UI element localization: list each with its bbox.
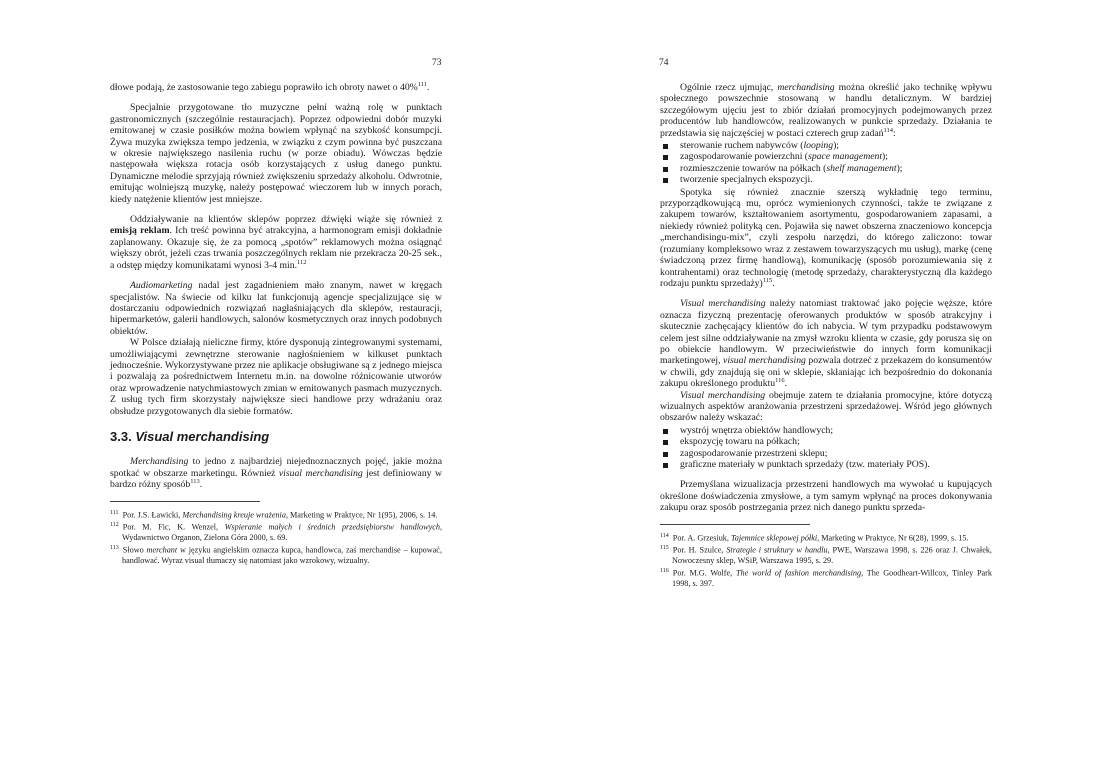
footnote: $^{111}$ Por. J.S. Ławicki, Merchandising kreuje wrażenia, Marketing w Praktyce, Nr 1(95), 2006, s. 14. [110, 509, 438, 520]
footnote: $^{116}$ Por. M.G. Wolfe, The world of fashion merchandising, The Goodheart-Willcox, Tinley Park 1998, s. 397. [660, 568, 992, 588]
footnote: $^{114}$ Por. A. Grzesiuk, Tajemnice sklepowej półki, Marketing w Praktyce, Nr 6(28), 1999, s. 15. [660, 532, 969, 543]
paragraph: Visual merchandising należy natomiast traktować jako pojęcie węższe, które oznacza fizyczną prezentację oferowanych produktów w sposób atrakcyjny i skutecznie zachęcający klientów do ich nabycia. W tym przypadku podstawowym celem jest silne oddziaływanie na zmysł wzroku klienta w czasie, gdy porusza się on po obiekcie handlowym. W przeciwieństwie do innych form komunikacji marketingowej, visual merchandising pozwala dotrzeć z przekazem do konsumentów w chwili, gdy znajdują się oni w sklepie, skłaniając ich bezpośrednio do dokonania zakupu określonego produktu$^{116}$. [660, 298, 992, 390]
list-item: graficzne materiały w punktach sprzedaży (tzw. materiały POS). [660, 459, 992, 470]
list-item: rozmieszczenie towarów na półkach (shelf management); [660, 163, 992, 174]
footnote: $^{115}$ Por. H. Szulce, Strategie i struktury w handlu, PWE, Warszawa 1998, s. 226 oraz J. Chwałek, Nowoczesny sklep, WSiP, Warszawa 1995, s. 29. [660, 545, 992, 566]
list-item: zagospodarowanie przestrzeni sklepu; [660, 448, 992, 459]
list-item: ekspozycję towaru na półkach; [660, 436, 992, 447]
list-item: wystrój wnętrza obiektów handlowych; [660, 425, 992, 436]
footnote: $^{113}$ Słowo merchant w języku angielskim oznacza kupca, handlowca, zaś merchandise – kupować, handlować. Wyraz visual tłumaczy się natomiast jako wzrokowy, wizualny. [110, 545, 442, 565]
paragraph: Specjalnie przygotowane tło muzyczne pełni ważną rolę w punktach gastronomicznych (szczególnie restauracjach). Poprzez odpowiedni dobór muzyki emitowanej w czasie posiłków można bowiem wpłynąć na szybkość konsumpcji. Żywa muzyka zwiększa tempo jedzenia, w związku z czym powinna być puszczana w okresie największego nasilenia ruchu (w porze obiadu). Wówczas będzie następowała większa rotacja osób korzystających z usług danego punktu. Dynamiczne melodie sprzyjają również zwiększeniu sprzedaży alkoholu. Odwrotnie, emitując wolniejszą muzykę, należy postępować wieczorem lub w innych porach, kiedy natężenie klientów jest mniejsze. [110, 102, 442, 205]
paragraph: Visual merchandising obejmuje zatem te działania promocyjne, które dotyczą wizualnych aspektów aranżowania przestrzeni sprzedażowej. Wśród jego głównych obszarów należy wskazać: [660, 389, 992, 424]
section-heading: 3.3. Visual merchandising [110, 428, 270, 444]
right-column [660, 82, 992, 589]
paragraph: Przemyślana wizualizacja przestrzeni handlowych ma wywołać u kupujących określone doświadczenia zmysłowe, a tym samym wpłynąć na proces dokonywania zakupu oraz sposób postrzegania przez nich danego punktu sprzeda- [660, 479, 992, 514]
paragraph: dłowe podają, że zastosowanie tego zabiegu poprawiło ich obroty nawet o 40%$^{111}$. [110, 80, 430, 93]
paragraph: Spotyka się również znacznie szerszą wykładnię tego terminu, przyporządkowującą mu, oprócz wymienionych czynności, także te związane z zakupem towarów, kształtowaniem asortymentu, gospodarowaniem zapasami, a niekiedy również polityką cen. Pojawiła się nawet obszerna znaczeniowo koncepcja „merchandisingu-mix”, czyli zespołu narzędzi, do którego zaliczono: towar (rozumiany kompleksowo wraz z zestawem towarzyszących mu usług), markę (cenę świadczoną przez firmę handlową), komunikację (sposób porozumiewania się z kontrahentami) oraz technologię (metodę sprzedaży, charakterystyczną dla każdego rodzaju punktu sprzedaży)$^{115}$. [660, 186, 992, 289]
right-page [550, 0, 1100, 778]
paragraph: W Polsce działają nieliczne firmy, które dysponują zintegrowanymi systemami, umożliwiającymi zewnętrzne sterowanie nagłośnieniem w kilkuset punktach jednocześnie. Wykorzystywane przez nie aplikacje obsługiwane są z jednego miejsca i pozwalają za pośrednictwem Internetu m.in. na dowolne różnicowanie utworów oraz wprowadzenie natychmiastowych zmian w emitowanych pasmach muzycznych. Z usług tych firm skorzystały największe sieci handlowe przy wdrażaniu oraz obsłudze przygotowanych dla siebie formatów. [110, 337, 442, 417]
footnote: $^{112}$ Por. M. Fic, K. Wenzel, Wspieranie małych i średnich przedsiębiorstw handlowych, Wydawnictwo Organon, Zielona Góra 2000, s. 69. [110, 522, 442, 543]
page-number: 74 [659, 58, 669, 68]
footnote-rule [110, 501, 260, 502]
paragraph: Ogólnie rzecz ujmując, merchandising można określić jako technikę wpływu społecznego powszechnie stosowaną w handlu detalicznym. W bardziej szczegółowym ujęciu jest to zbiór działań promocyjnych podejmowanych przez producentów lub handlowców, realizowanych w punkcie sprzedaży. Działania te przedstawia się najczęściej w postaci czterech grup zadań$^{114}$: [660, 82, 992, 139]
list-item: zagospodarowanie powierzchni (space management); [660, 151, 992, 162]
footnote-rule [660, 524, 810, 525]
list-item: sterowanie ruchem nabywców (looping); [660, 140, 992, 151]
paragraph: Audiomarketing nadal jest zagadnieniem mało znanym, nawet w kręgach specjalistów. Na świecie od kilku lat funkcjonują agencje specjalizujące się w dostarczaniu odpowiednich rozwiązań nagłaśniających dla sklepów, restauracji, hipermarketów, galerii handlowych, salonów kosmetycznych oraz innych podobnych obiektów. [110, 280, 442, 337]
footnotes [660, 524, 992, 589]
left-column [110, 82, 442, 566]
page-number: 73 [432, 58, 442, 68]
paragraph: Merchandising to jedno z najbardziej niejednoznacznych pojęć, jakie można spotkać w obszarze marketingu. Również visual merchandising jest definiowany w bardzo różny sposób$^{113}$. [110, 456, 442, 491]
paragraph: Oddziaływanie na klientów sklepów poprzez dźwięki wiąże się również z emisją reklam. Ich treść powinna być atrakcyjna, a harmonogram emisji dokładnie zaplanowany. Okazuje się, że za pomocą „spotów” reklamowych można osiągnąć większy obrót, jeżeli czas trwania poszczególnych reklam nie przekracza 20-25 sek., a odstęp między komunikatami wynosi 3-4 min.$^{112}$ [110, 214, 442, 271]
bullet-list [660, 425, 992, 471]
bullet-list [660, 140, 992, 186]
list-item: tworzenie specjalnych ekspozycji. [660, 174, 992, 185]
footnotes [110, 501, 442, 566]
